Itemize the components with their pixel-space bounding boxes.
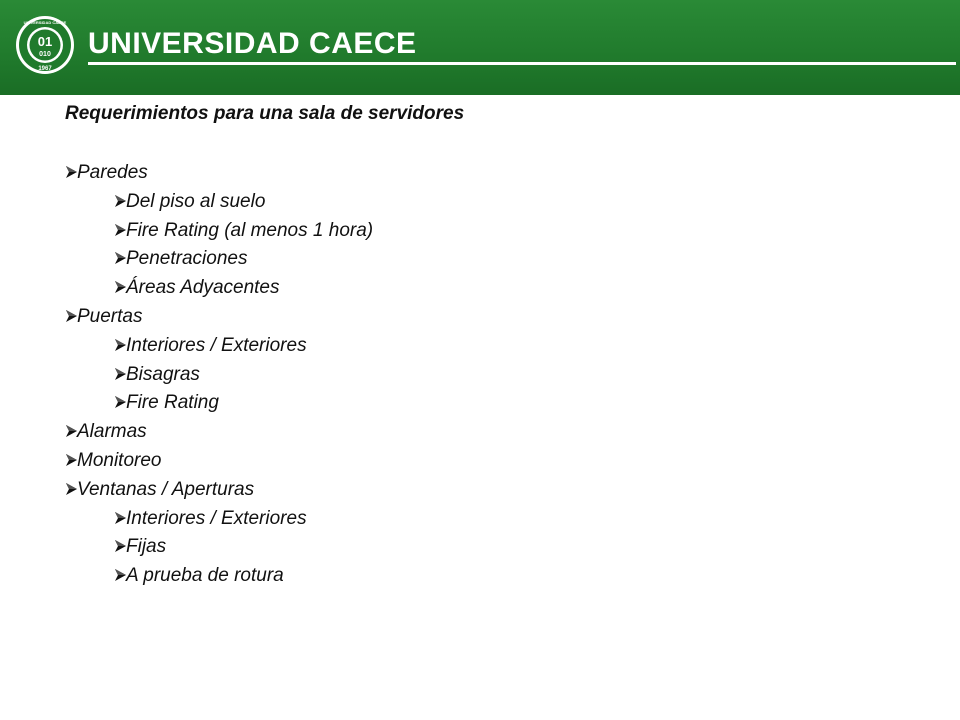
bullet-item-level-2: [114, 333, 307, 359]
svg-text:UNIVERSIDAD CAECE: UNIVERSIDAD CAECE: [23, 20, 67, 25]
bullet-text: Del piso al suelo: [126, 191, 266, 212]
bullet-item-level-2: [114, 362, 200, 388]
bullet-item-level-2: [114, 534, 166, 560]
bullet-item-level-2: [114, 246, 247, 272]
bullet-item-level-2: [114, 218, 373, 244]
svg-text:01: 01: [37, 34, 53, 49]
brand-name: UNIVERSIDAD CAECE: [88, 27, 417, 60]
bullet-item-level-1: [65, 304, 142, 330]
bullet-text: Áreas Adyacentes: [126, 277, 280, 298]
bullet-text: Puertas: [77, 306, 143, 327]
bullet-text: Ventanas / Aperturas: [77, 479, 255, 500]
bullet-text: Bisagras: [126, 364, 200, 385]
bullet-text: Interiores / Exteriores: [126, 508, 307, 529]
bullet-text: Fire Rating: [126, 392, 219, 413]
svg-text:1967: 1967: [38, 66, 52, 72]
slide-title: Requerimientos para una sala de servidores: [65, 103, 465, 124]
bullet-item-level-2: [114, 275, 280, 301]
bullet-text: Penetraciones: [126, 248, 248, 269]
bullet-item-level-2: [114, 390, 219, 416]
bullet-item-level-2: [114, 563, 284, 589]
bullet-item-level-1: [65, 160, 148, 186]
bullet-item-level-1: [65, 477, 254, 503]
bullet-item-level-1: [65, 419, 147, 445]
bullet-text: Monitoreo: [77, 450, 162, 471]
bullet-text: Fijas: [126, 536, 167, 557]
bullet-item-level-1: [65, 448, 162, 474]
bullet-text: Interiores / Exteriores: [126, 335, 307, 356]
bullet-item-level-2: [114, 506, 307, 532]
svg-text:010: 010: [39, 51, 51, 58]
bullet-item-level-2: [114, 189, 265, 215]
bullet-text: Fire Rating (al menos 1 hora): [126, 220, 374, 241]
bullet-text: Alarmas: [77, 421, 147, 442]
bullet-text: A prueba de rotura: [126, 565, 284, 586]
bullet-text: Paredes: [77, 162, 148, 183]
